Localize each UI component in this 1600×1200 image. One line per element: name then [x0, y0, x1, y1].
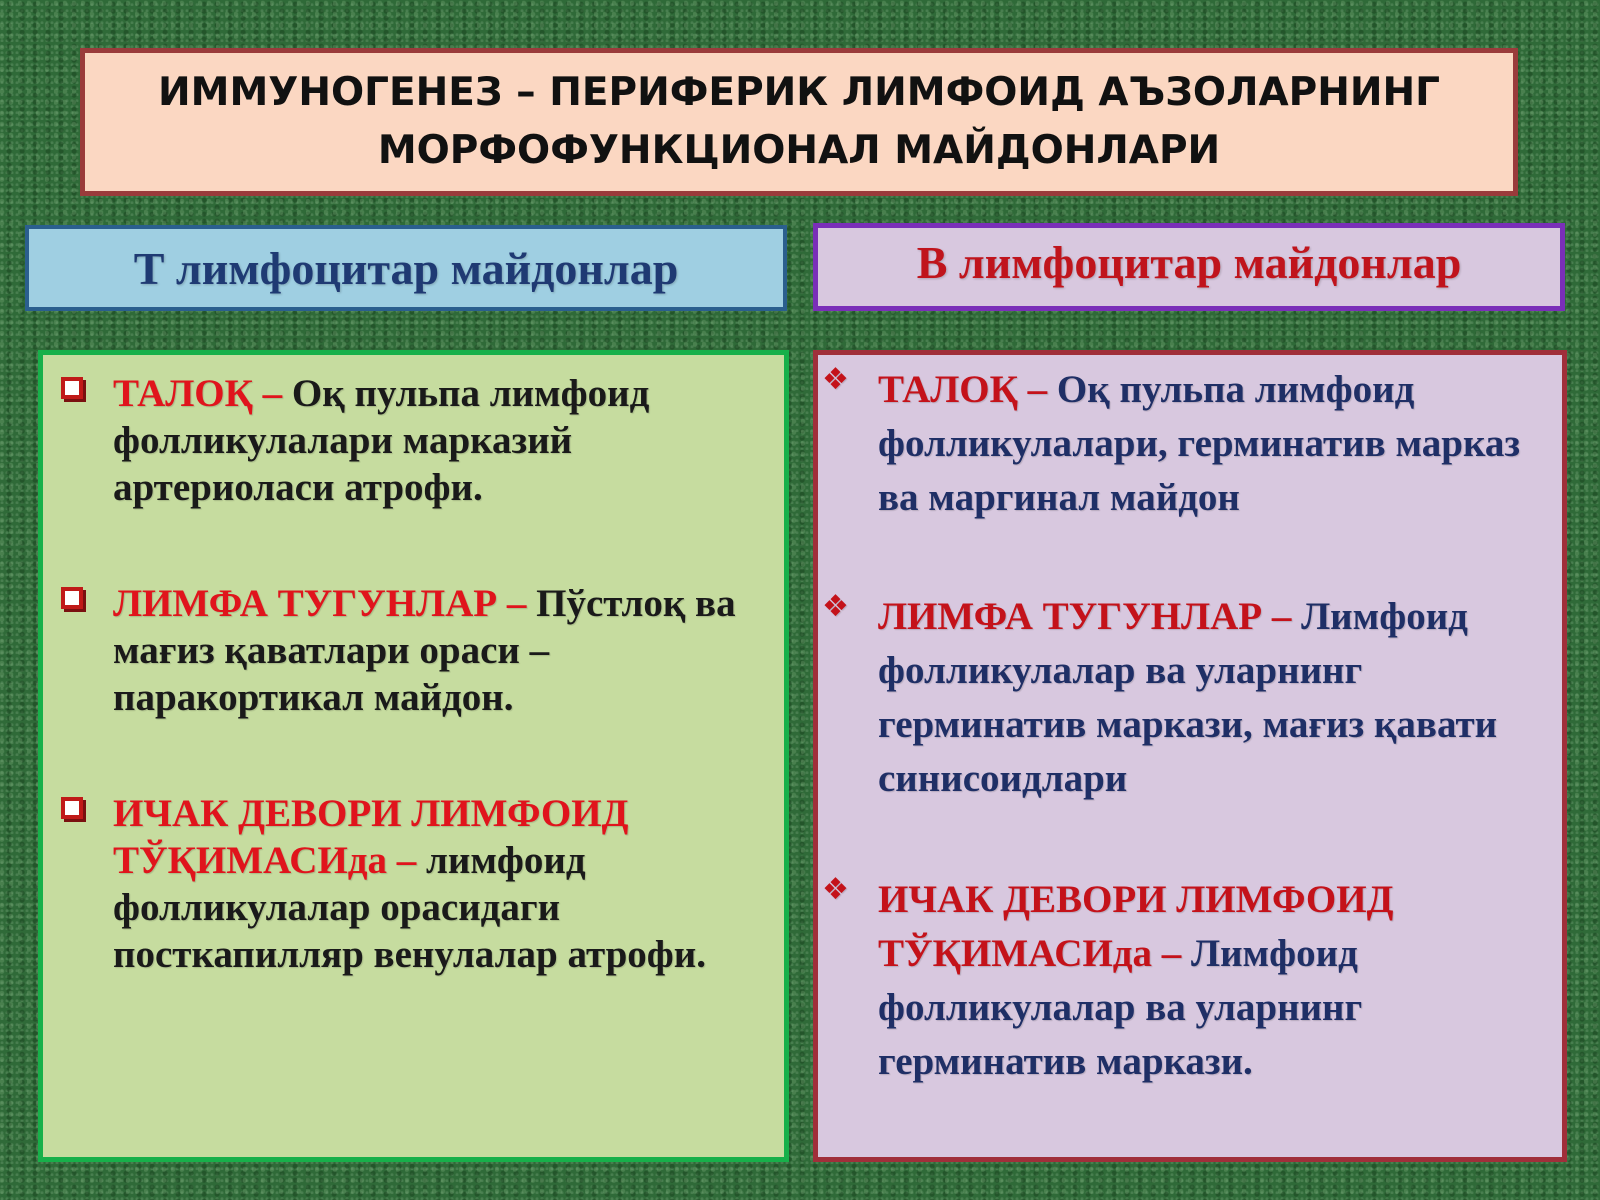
slide-title-line-1: ИММУНОГЕНЕЗ – ПЕРИФЕРИК ЛИМФОИД АЪЗОЛАРНИНГ	[158, 70, 1440, 115]
b-item-spleen-key: ТАЛОҚ –	[878, 368, 1057, 411]
t-item-intestine	[113, 790, 789, 978]
b-item-spleen	[822, 362, 1558, 525]
slide-title-line-2: МОРФОФУНКЦИОНАЛ МАЙДОНЛАРИ	[377, 128, 1221, 173]
t-item-spleen-key: ТАЛОҚ –	[113, 372, 292, 415]
b-item-intestine-text: Лимфоид фолликулалар ва уларнинг герминатив маркази.	[878, 932, 1363, 1083]
four-diamond-bullet-icon: ❖	[822, 362, 849, 397]
four-diamond-bullet-icon: ❖	[822, 872, 849, 907]
t-item-lymph-nodes	[113, 580, 789, 721]
b-item-spleen-text: Оқ пульпа лимфоид фолликулалари, герминатив марказ ва маргинал майдон	[878, 368, 1520, 519]
t-item-intestine-key: ИЧАК ДЕВОРИ ЛИМФОИД ТЎҚИМАСИда –	[113, 792, 629, 882]
slide-title	[80, 48, 1518, 196]
b-lymphocyte-header: В лимфоцитар майдонлар	[813, 223, 1565, 311]
b-item-intestine	[822, 872, 1558, 1089]
b-item-lymph-nodes	[822, 589, 1558, 806]
b-item-intestine-key: ИЧАК ДЕВОРИ ЛИМФОИД ТЎҚИМАСИда –	[878, 878, 1394, 975]
t-item-lymph-nodes-key: ЛИМФА ТУГУНЛАР –	[113, 582, 537, 625]
square-checkbox-bullet-icon	[61, 587, 83, 609]
square-checkbox-bullet-icon	[61, 377, 83, 399]
t-item-intestine-text: лимфоид фолликулалар орасидаги посткапилляр венулалар атрофи.	[113, 839, 706, 976]
four-diamond-bullet-icon: ❖	[822, 589, 849, 624]
t-item-lymph-nodes-text: Пўстлоқ ва мағиз қаватлари ораси – паракортикал майдон.	[113, 582, 736, 719]
square-checkbox-bullet-icon	[61, 797, 83, 819]
t-lymphocyte-panel	[38, 350, 789, 1162]
t-item-spleen	[113, 370, 789, 511]
b-item-lymph-nodes-text: Лимфоид фолликулалар ва уларнинг герминатив маркази, мағиз қавати синисоидлари	[878, 595, 1498, 800]
b-lymphocyte-panel	[813, 350, 1567, 1162]
t-item-spleen-text: Оқ пульпа лимфоид фолликулалари марказий артериоласи атрофи.	[113, 372, 650, 509]
b-item-lymph-nodes-key: ЛИМФА ТУГУНЛАР –	[878, 595, 1302, 638]
t-lymphocyte-header: Т лимфоцитар майдонлар	[25, 225, 787, 311]
